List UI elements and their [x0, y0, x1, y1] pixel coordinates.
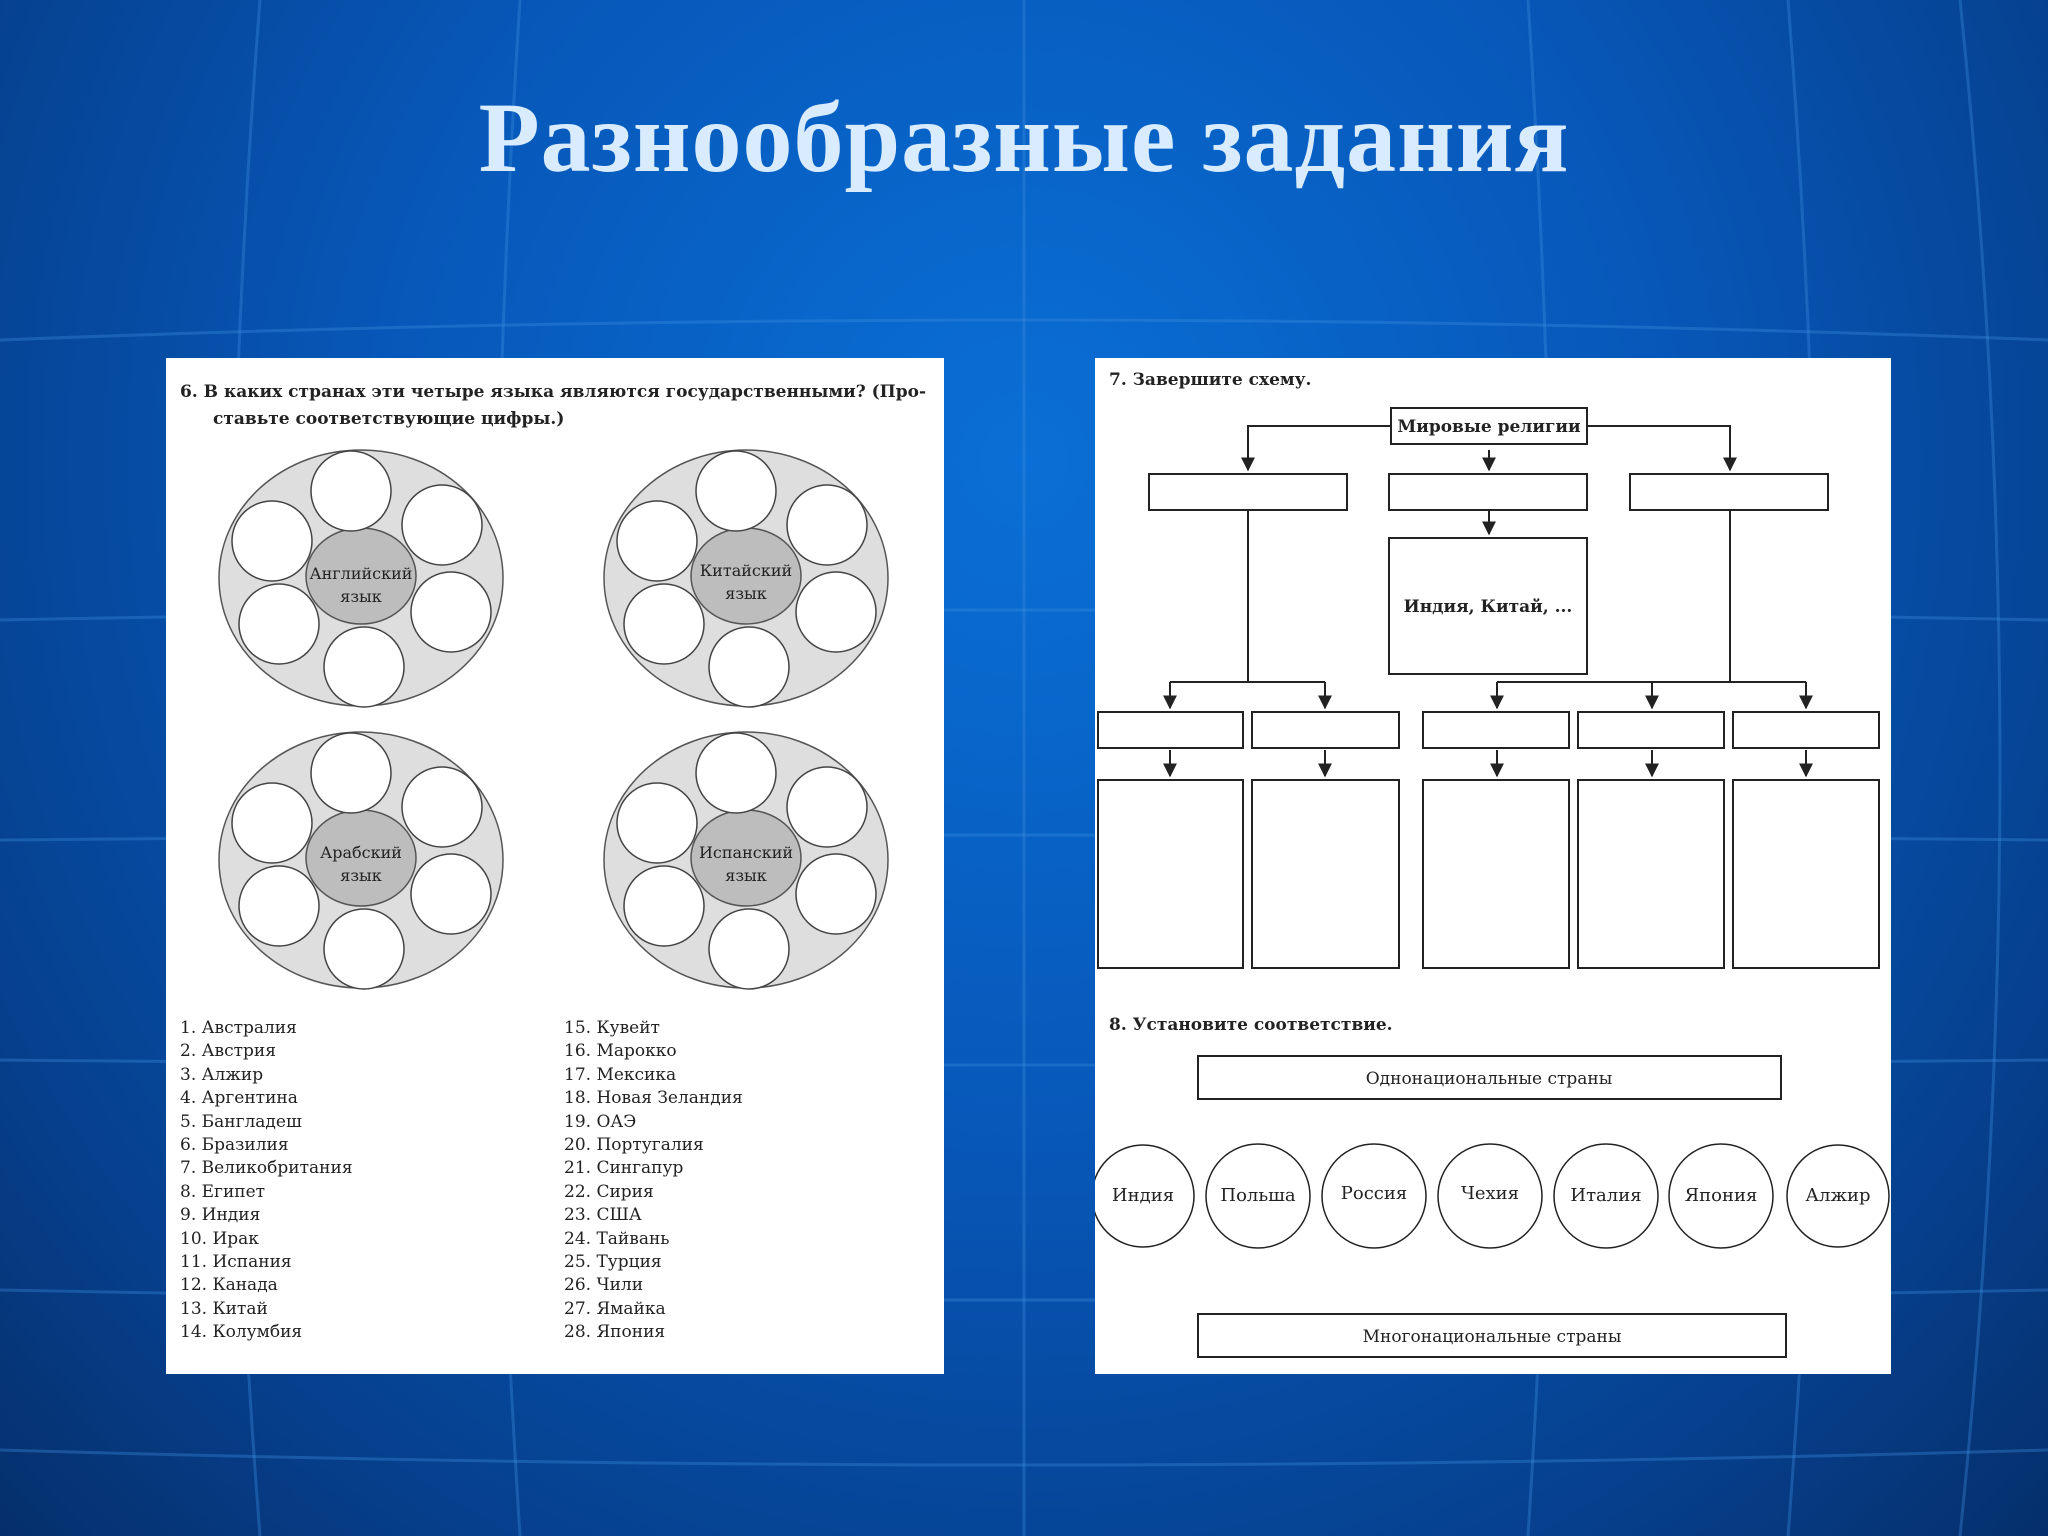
task6-question-line1: 6. В каких странах эти четыре языка являются государственными? (Про- [180, 382, 927, 402]
countries-box[interactable] [1252, 780, 1399, 968]
task6-panel [166, 358, 944, 1374]
answer-slot[interactable] [617, 501, 697, 581]
slide-title: Разнообразные задания [478, 82, 1570, 193]
religion-box[interactable] [1149, 474, 1347, 510]
country-label: Италия [1570, 1185, 1642, 1206]
answer-slot[interactable] [324, 909, 404, 989]
branch-box[interactable] [1733, 712, 1879, 748]
language-label-line1: Английский [309, 564, 413, 583]
list-item: 13. Китай [180, 1298, 268, 1319]
list-item: 17. Мексика [564, 1064, 677, 1085]
list-item: 12. Канада [180, 1275, 278, 1296]
answer-slot[interactable] [411, 572, 491, 652]
language-circle-spanish [604, 732, 888, 989]
list-item: 21. Сингапур [564, 1158, 684, 1179]
answer-slot[interactable] [787, 767, 867, 847]
country-label: Польша [1220, 1185, 1296, 1206]
answer-slot[interactable] [796, 854, 876, 934]
list-item: 18. Новая Зеландия [564, 1088, 743, 1109]
list-item: 8. Египет [180, 1181, 266, 1202]
list-item: 22. Сирия [564, 1181, 654, 1202]
branch-box[interactable] [1423, 712, 1569, 748]
task7-8-panel [1095, 358, 1891, 1374]
multinational-label: Многонациональные страны [1362, 1327, 1622, 1347]
answer-slot[interactable] [239, 866, 319, 946]
answer-slot[interactable] [617, 783, 697, 863]
branch-box[interactable] [1578, 712, 1724, 748]
answer-slot[interactable] [311, 733, 391, 813]
answer-slot[interactable] [232, 783, 312, 863]
list-item: 7. Великобритания [180, 1158, 353, 1179]
list-item: 3. Алжир [180, 1064, 264, 1085]
religions-scheme [1095, 358, 1891, 1374]
answer-slot[interactable] [696, 451, 776, 531]
branch-box[interactable] [1098, 712, 1243, 748]
list-item: 23. США [564, 1205, 642, 1226]
religion-box[interactable] [1389, 474, 1587, 510]
language-circle-chinese [604, 450, 888, 707]
list-item: 15. Кувейт [564, 1018, 660, 1038]
country-circles [1095, 1144, 1889, 1248]
task7-question: 7. Завершите схему. [1109, 370, 1312, 390]
language-circle-arabic [219, 732, 503, 989]
list-item: 16. Марокко [564, 1041, 677, 1062]
answer-slot[interactable] [709, 909, 789, 989]
list-item: 10. Ирак [180, 1228, 259, 1249]
list-item: 6. Бразилия [180, 1134, 289, 1155]
list-item: 28. Япония [564, 1322, 666, 1343]
mononational-label: Однонациональные страны [1365, 1069, 1613, 1089]
branch-box[interactable] [1252, 712, 1399, 748]
country-label: Чехия [1460, 1183, 1520, 1204]
list-item: 26. Чили [564, 1275, 644, 1296]
answer-slot[interactable] [402, 485, 482, 565]
answer-slot[interactable] [402, 767, 482, 847]
language-circle-english [219, 450, 503, 707]
answer-slot[interactable] [696, 733, 776, 813]
list-item: 14. Колумбия [180, 1322, 303, 1343]
answer-slot[interactable] [232, 501, 312, 581]
answer-slot[interactable] [324, 627, 404, 707]
countries-box[interactable] [1423, 780, 1569, 968]
list-item: 1. Австралия [180, 1018, 297, 1038]
answer-slot[interactable] [311, 451, 391, 531]
answer-slot[interactable] [624, 866, 704, 946]
answer-slot[interactable] [624, 584, 704, 664]
task6-question-line2: ставьте соответствующие цифры.) [213, 409, 565, 429]
list-item: 24. Тайвань [564, 1228, 670, 1249]
example-label: Индия, Китай, ... [1403, 597, 1573, 617]
task8-question: 8. Установите соответствие. [1109, 1015, 1393, 1035]
countries-box[interactable] [1733, 780, 1879, 968]
countries-box[interactable] [1578, 780, 1724, 968]
language-diagrams [166, 358, 944, 1058]
country-label: Япония [1684, 1185, 1758, 1206]
country-label: Россия [1340, 1183, 1408, 1204]
religion-box[interactable] [1630, 474, 1828, 510]
country-list-col1 [180, 1018, 353, 1345]
answer-slot[interactable] [796, 572, 876, 652]
list-item: 11. Испания [180, 1251, 292, 1272]
language-label-line1: Китайский [699, 561, 793, 580]
list-item: 4. Аргентина [180, 1088, 298, 1109]
list-item: 27. Ямайка [564, 1298, 666, 1319]
language-label-line1: Арабский [320, 843, 402, 862]
list-item: 2. Австрия [180, 1041, 276, 1062]
countries-box[interactable] [1098, 780, 1243, 968]
list-item: 5. Бангладеш [180, 1111, 302, 1132]
answer-slot[interactable] [787, 485, 867, 565]
list-item: 9. Индия [180, 1205, 261, 1226]
language-label-line2: язык [340, 587, 382, 606]
language-label-line2: язык [725, 584, 767, 603]
answer-slot[interactable] [709, 627, 789, 707]
country-label: Алжир [1805, 1185, 1871, 1206]
answer-slot[interactable] [239, 584, 319, 664]
country-label: Индия [1111, 1185, 1175, 1206]
answer-slot[interactable] [411, 854, 491, 934]
language-label-line2: язык [340, 866, 382, 885]
language-label-line1: Испанский [698, 843, 794, 862]
list-item: 20. Португалия [564, 1134, 704, 1155]
language-label-line2: язык [725, 866, 767, 885]
list-item: 19. ОАЭ [564, 1111, 637, 1132]
root-label: Мировые религии [1397, 417, 1581, 437]
country-list-col2 [564, 1018, 743, 1345]
list-item: 25. Турция [564, 1251, 662, 1272]
